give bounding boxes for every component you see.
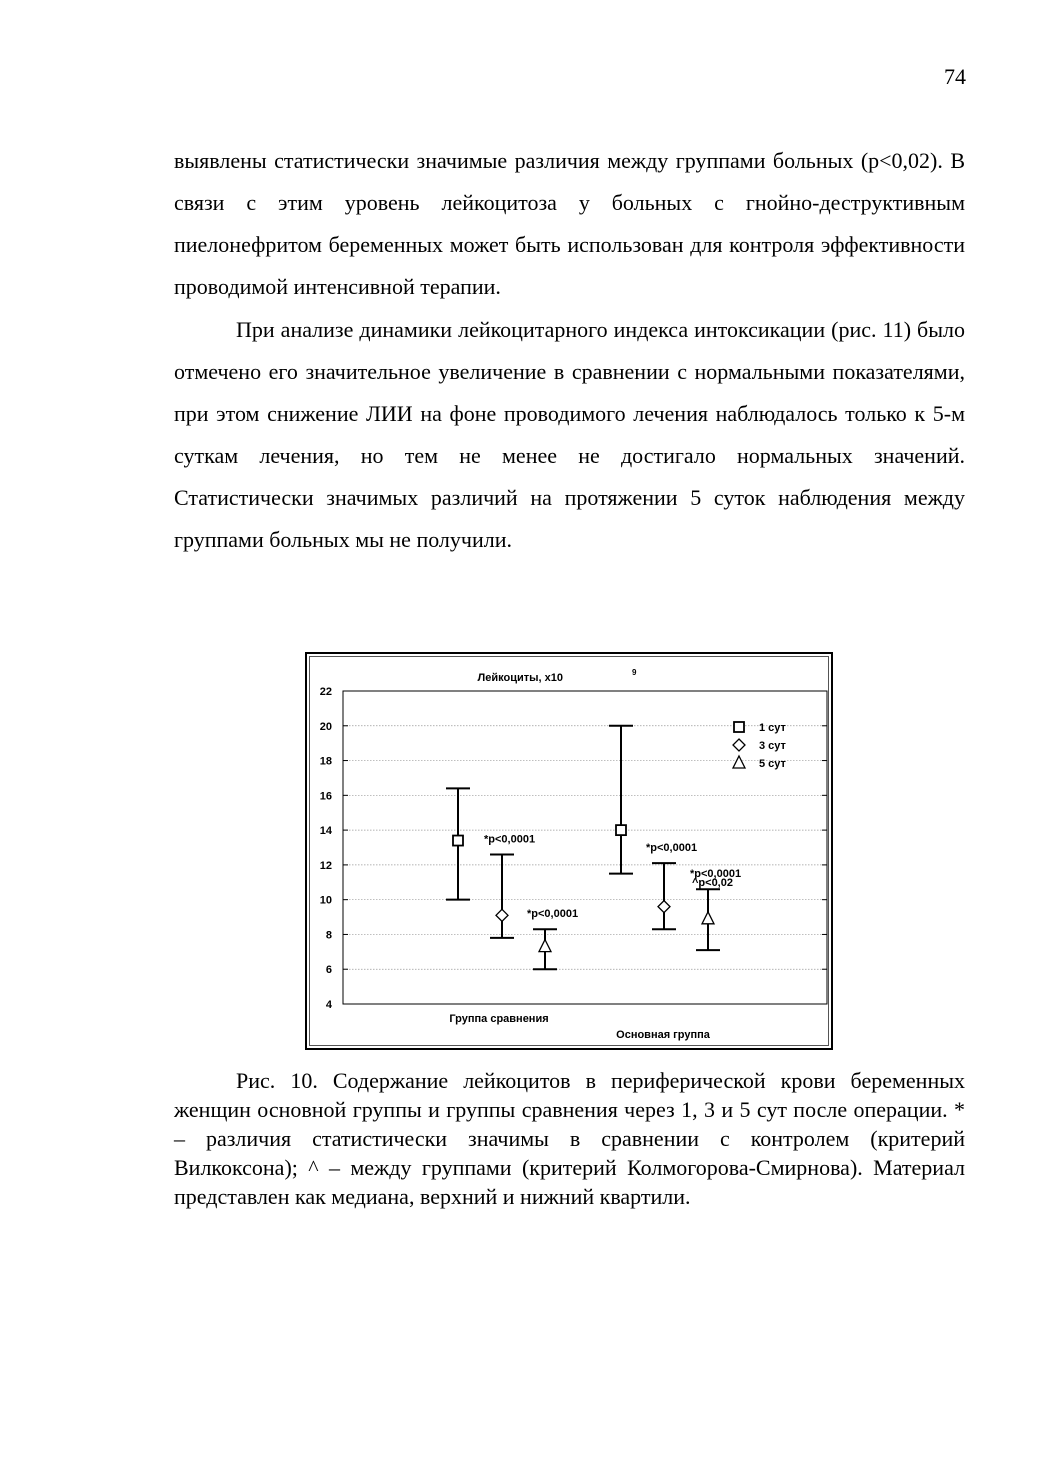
- y-tick-label: 4: [325, 999, 332, 1011]
- y-tick-label: 20: [319, 720, 332, 733]
- significance-annotation: *р<0,0001: [484, 833, 536, 846]
- y-tick-label: 10: [319, 894, 332, 907]
- diamond-marker: [658, 901, 670, 913]
- y-tick-label: 12: [319, 859, 332, 872]
- square-marker: [453, 836, 463, 846]
- triangle-marker: [702, 912, 714, 924]
- y-tick-label: 22: [319, 686, 332, 698]
- y-tick-label: 6: [325, 964, 332, 977]
- x-category-label: Основная группа: [616, 1029, 710, 1041]
- diamond-marker: [496, 909, 508, 921]
- square-marker: [616, 825, 626, 835]
- significance-annotation: ^р<0,02: [692, 877, 733, 890]
- significance-annotation: *р<0,0001: [646, 842, 698, 855]
- y-tick-label: 14: [319, 825, 332, 838]
- y-tick-label: 16: [319, 790, 332, 803]
- triangle-marker: [539, 940, 551, 952]
- chart-title-superscript: 9: [632, 668, 637, 677]
- legend-label: 3 сут: [759, 740, 786, 752]
- y-tick-label: 18: [319, 755, 332, 768]
- figure-caption: Рис. 10. Содержание лейкоцитов в периферической крови беременных женщин основной группы и группы сравнения через 1, 3 и 5 сут после операции. * – различия статистически значимы в сравнении с контролем (критерий Вилкоксона); ^ – между группами (критерий Колмогорова-Смирнова). Материал представлен как медиана, верхний и нижний квартили.: [174, 1068, 965, 1209]
- x-category-label: Группа сравнения: [449, 1013, 549, 1025]
- body-paragraph-2: При анализе динамики лейкоцитарного индекса интоксикации (рис. 11) было отмечено его значительное увеличение в сравнении с нормальными показателями, при этом снижение ЛИИ на фоне проводимого лечения наблюдалось только к 5-м суткам лечения, но тем не менее не достигало нормальных значений. Статистически значимых различий на протяжении 5 суток наблюдения между группами больных мы не получили.: [174, 317, 965, 552]
- square-marker: [734, 722, 744, 732]
- significance-annotation: *р<0,0001: [527, 908, 579, 921]
- significance-annotation: *р<0,0001: [690, 868, 742, 881]
- body-paragraph-1: выявлены статистически значимые различия между группами больных (р<0,02). В связи с этим уровень лейкоцитоза у больных с гнойно-деструктивным пиелонефритом беременных может быть использован для контроля эффективности проводимой интенсивной терапии.: [174, 148, 965, 299]
- legend-label: 5 сут: [759, 758, 786, 770]
- chart-title: Лейкоциты, х10: [477, 672, 563, 684]
- figure-frame: [305, 652, 833, 1050]
- page-number: 74: [944, 64, 966, 89]
- leukocyte-chart: [307, 654, 835, 1052]
- legend-label: 1 сут: [759, 722, 786, 734]
- plot-area-border: [343, 691, 827, 1004]
- diamond-marker: [733, 739, 745, 751]
- triangle-marker: [733, 756, 745, 768]
- y-tick-label: 8: [325, 929, 332, 942]
